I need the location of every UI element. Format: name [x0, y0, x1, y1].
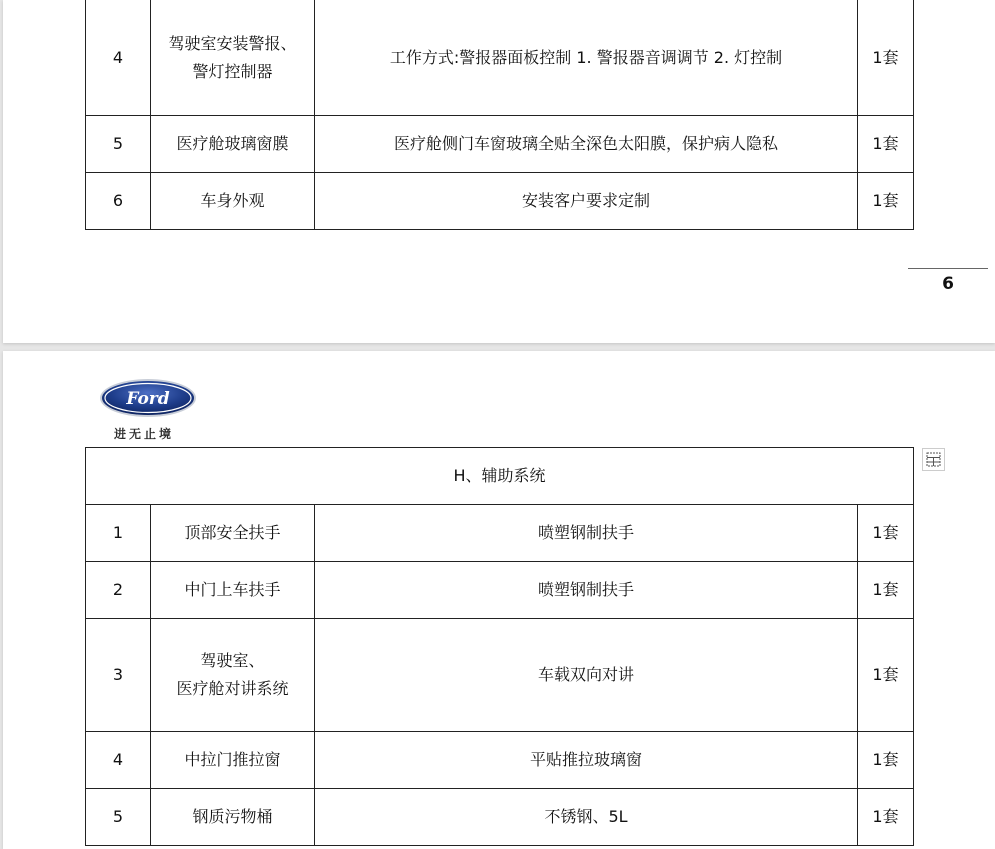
- page-number: 6: [942, 274, 954, 294]
- item-description: 不锈钢、5L: [315, 789, 858, 846]
- row-number: 6: [86, 173, 151, 230]
- row-number: 5: [86, 789, 151, 846]
- item-quantity: 1套: [858, 789, 914, 846]
- item-quantity: 1套: [858, 562, 914, 619]
- item-name: 中门上车扶手: [151, 562, 315, 619]
- document-page-7: [3, 351, 995, 849]
- table-row: [86, 732, 914, 789]
- item-description: 喷塑钢制扶手: [315, 562, 858, 619]
- table-row: [86, 0, 914, 116]
- item-name: [151, 619, 315, 732]
- item-quantity: 1套: [858, 505, 914, 562]
- row-number: 1: [86, 505, 151, 562]
- item-description: 医疗舱侧门车窗玻璃全贴全深色太阳膜，保护病人隐私: [315, 116, 858, 173]
- item-quantity: 1套: [858, 173, 914, 230]
- row-number: 4: [86, 732, 151, 789]
- row-number: 3: [86, 619, 151, 732]
- item-quantity: 1套: [858, 732, 914, 789]
- item-description: 安装客户要求定制: [315, 173, 858, 230]
- table-select-icon[interactable]: [922, 448, 945, 471]
- table-row: [86, 505, 914, 562]
- row-number: 2: [86, 562, 151, 619]
- item-name: 顶部安全扶手: [151, 505, 315, 562]
- item-name-line: 驾驶室安装警报、: [168, 33, 297, 53]
- row-number: 4: [86, 0, 151, 116]
- logo-slogan: 进无止境: [114, 427, 175, 441]
- section-title: H、辅助系统: [86, 448, 914, 505]
- spec-table-continued: [85, 0, 914, 230]
- document-page-6: [3, 0, 995, 343]
- row-number: 5: [86, 116, 151, 173]
- item-name: 医疗舱玻璃窗膜: [151, 116, 315, 173]
- table-row: [86, 173, 914, 230]
- item-description: 喷塑钢制扶手: [315, 505, 858, 562]
- item-name-line: 驾驶室、: [200, 651, 265, 670]
- item-name: 钢质污物桶: [151, 789, 315, 846]
- table-row: [86, 789, 914, 846]
- item-description: 车载双向对讲: [315, 619, 858, 732]
- item-quantity: 1套: [858, 116, 914, 173]
- item-name-line: 医疗舱对讲系统: [176, 679, 289, 698]
- table-row: [86, 116, 914, 173]
- footer-divider: [908, 268, 988, 269]
- item-description: 工作方式:警报器面板控制 1. 警报器音调调节 2. 灯控制: [315, 0, 858, 116]
- item-quantity: 1套: [858, 619, 914, 732]
- auxiliary-system-table: [85, 447, 914, 846]
- table-row: [86, 619, 914, 732]
- item-name: 车身外观: [151, 173, 315, 230]
- item-name-line: 警灯控制器: [192, 61, 273, 81]
- item-name: [151, 0, 315, 116]
- item-name: 中拉门推拉窗: [151, 732, 315, 789]
- table-row: [86, 562, 914, 619]
- item-quantity: 1套: [858, 0, 914, 116]
- ford-wordmark: Ford: [126, 389, 170, 409]
- item-description: 平贴推拉玻璃窗: [315, 732, 858, 789]
- section-header-row: [86, 448, 914, 505]
